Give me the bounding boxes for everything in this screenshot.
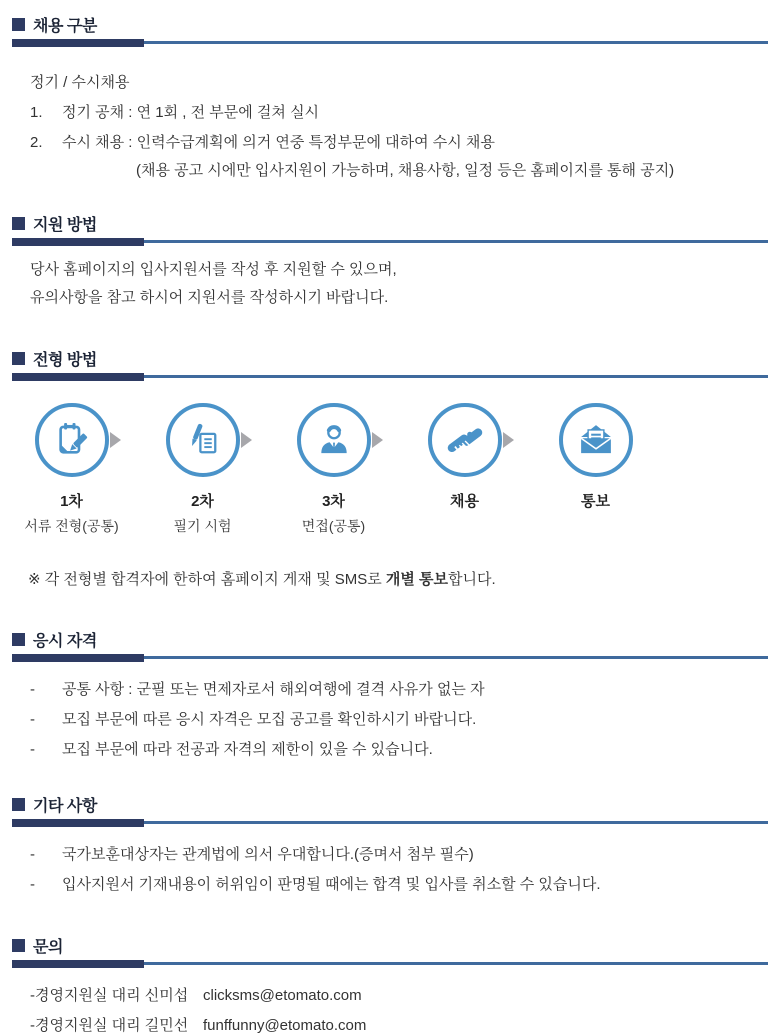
contact-row (30, 1016, 770, 1036)
list-number: 2. (30, 134, 43, 151)
section-header (12, 14, 770, 34)
apply-method-line: 당사 홈페이지의 입사지원서를 작성 후 지원할 수 있으며, (30, 261, 397, 278)
section-title: 지원 방법 (33, 216, 97, 234)
section-title: 문의 (33, 938, 63, 956)
contact-name: 경영지원실 대리 신미섭 (35, 987, 189, 1004)
handshake-icon (444, 419, 486, 461)
step-circle (559, 403, 633, 477)
list-item-text: 국가보훈대상자는 관계법에 의서 우대합니다.(증며서 첨부 필수) (62, 846, 474, 863)
list-item-text: 수시 채용 : 인력수급계획에 의거 연중 특정부문에 대하여 수시 채용 (62, 134, 495, 151)
step-title: 1차 (60, 493, 83, 510)
step-title: 3차 (322, 493, 345, 510)
dash-marker: - (30, 711, 35, 728)
note-suffix: 합니다. (448, 571, 496, 588)
step-title: 2차 (191, 493, 214, 510)
dash-marker: - (30, 741, 35, 758)
header-rule (12, 39, 770, 47)
section-title: 기타 사항 (33, 797, 97, 815)
contact-email: clicksms@etomato.com (203, 987, 362, 1004)
process-note (28, 568, 770, 589)
contact-email: funffunny@etomato.com (203, 1017, 367, 1034)
envelope-icon (575, 419, 617, 461)
step-subtitle: 서류 전형(공통) (24, 518, 119, 534)
process-step-5 (530, 403, 661, 536)
list-item (30, 103, 770, 123)
process-step-1 (6, 403, 137, 536)
section-header (12, 629, 770, 649)
arrow-right-icon (241, 432, 252, 448)
section-eligibility (12, 629, 770, 760)
section-header (12, 348, 770, 368)
step-circle (428, 403, 502, 477)
list-item-text: 모집 부문에 따라 전공과 자격의 제한이 있을 수 있습니다. (62, 741, 433, 758)
bullet-square-icon (12, 18, 25, 31)
arrow-right-icon (503, 432, 514, 448)
header-rule (12, 238, 770, 246)
dash-marker: - (30, 1017, 35, 1034)
list-item (30, 710, 770, 730)
page-title: 채용 구분 (33, 17, 97, 35)
dash-marker: - (30, 876, 35, 893)
process-step-4 (399, 403, 530, 536)
arrow-right-icon (372, 432, 383, 448)
apply-method-line: 유의사항을 참고 하시어 지원서를 작성하시기 바랍니다. (30, 289, 389, 306)
step-circle (166, 403, 240, 477)
section-header (12, 213, 770, 233)
note-prefix: ※ 각 전형별 합격자에 한하여 홈페이지 게재 및 SMS로 (28, 571, 386, 588)
list-item (30, 875, 770, 895)
step-circle (297, 403, 371, 477)
note-bold: 개별 통보 (385, 571, 449, 588)
step-subtitle: 필기 시험 (173, 518, 232, 534)
pen-paper-icon (182, 419, 224, 461)
bullet-square-icon (12, 217, 25, 230)
arrow-right-icon (110, 432, 121, 448)
step-title: 채용 (450, 493, 479, 510)
dash-marker: - (30, 846, 35, 863)
process-step-3 (268, 403, 399, 536)
recruit-type-intro: 정기 / 수시채용 (30, 74, 130, 91)
header-rule (12, 960, 770, 968)
list-item (30, 680, 770, 700)
section-title: 응시 자격 (33, 632, 97, 650)
bullet-square-icon (12, 352, 25, 365)
header-rule (12, 373, 770, 381)
section-apply-method (12, 213, 770, 308)
header-rule (12, 654, 770, 662)
step-circle (35, 403, 109, 477)
list-item-text: 입사지원서 기재내용이 허위임이 판명될 때에는 합격 및 입사를 취소할 수 있습니다. (62, 876, 601, 893)
bullet-square-icon (12, 633, 25, 646)
bullet-square-icon (12, 939, 25, 952)
list-item (30, 845, 770, 865)
contact-name: 경영지원실 대리 길민선 (35, 1017, 189, 1034)
contact-row (30, 986, 770, 1006)
list-item-text: 공통 사항 : 군필 또는 면제자로서 해외여행에 결격 사유가 없는 자 (62, 681, 485, 698)
dash-marker: - (30, 987, 35, 1004)
section-recruit-type (12, 14, 770, 181)
person-icon (313, 419, 355, 461)
header-rule (12, 819, 770, 827)
list-item-text: 모집 부문에 따른 응시 자격은 모집 공고를 확인하시기 바랍니다. (62, 711, 477, 728)
section-contact (12, 935, 770, 1036)
process-step-2 (137, 403, 268, 536)
dash-marker: - (30, 681, 35, 698)
section-etc (12, 794, 770, 895)
step-title: 통보 (581, 493, 610, 510)
process-steps (6, 403, 770, 536)
clipboard-pencil-icon (51, 419, 93, 461)
section-title: 전형 방법 (33, 351, 97, 369)
list-item (30, 740, 770, 760)
list-number: 1. (30, 104, 43, 121)
list-item (30, 133, 770, 153)
step-subtitle: 면접(공통) (301, 518, 366, 534)
recruit-type-sub-note: (채용 공고 시에만 입사지원이 가능하며, 채용사항, 일정 등은 홈페이지를 통해 공지) (136, 162, 675, 179)
list-item-text: 정기 공채 : 연 1회 , 전 부문에 걸쳐 실시 (62, 104, 320, 121)
section-selection-process (12, 348, 770, 589)
section-header (12, 794, 770, 814)
bullet-square-icon (12, 798, 25, 811)
section-header (12, 935, 770, 955)
